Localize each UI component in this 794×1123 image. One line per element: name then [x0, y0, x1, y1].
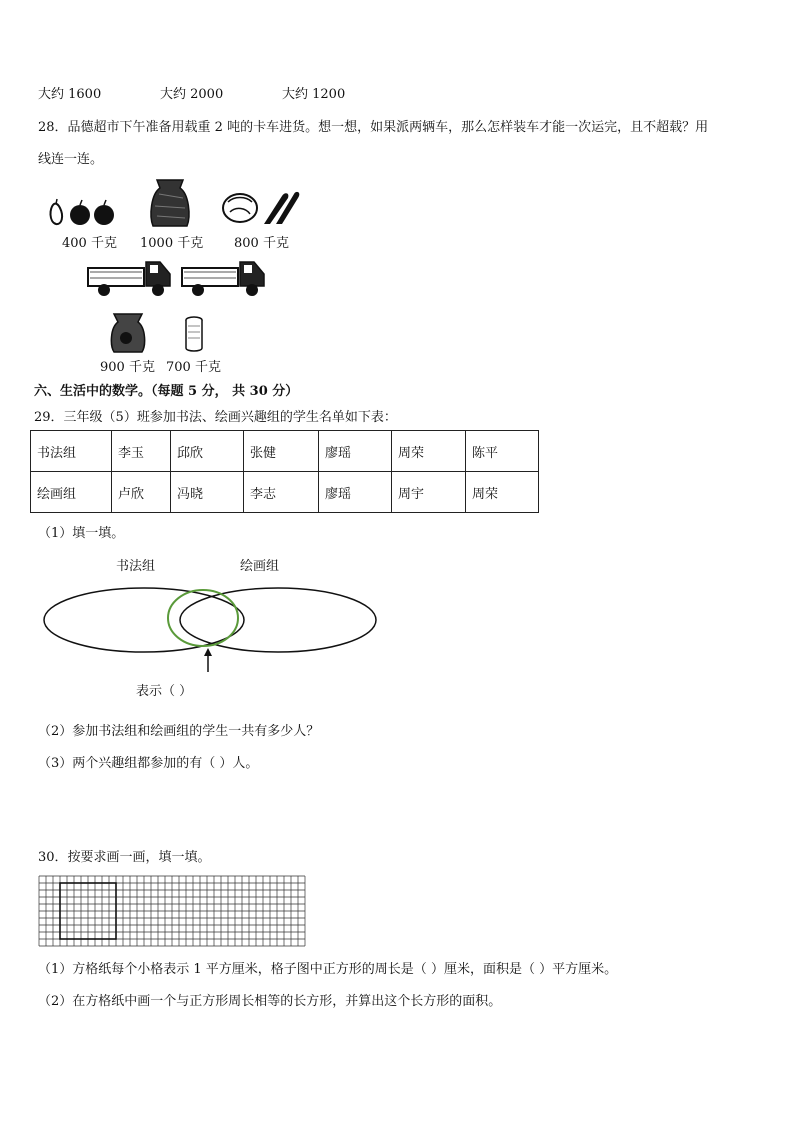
fruit-icon: [46, 196, 122, 228]
table-cell: 周荣: [466, 472, 539, 513]
venn-caption: 表示（ ）: [136, 684, 193, 699]
venn-left-label: 书法组: [116, 559, 156, 574]
sack-icon: [147, 178, 193, 228]
table-cell: 李玉: [112, 431, 171, 472]
name-table: [30, 430, 539, 513]
square-grid[interactable]: [38, 875, 306, 947]
option-1600: 大约 1600: [38, 87, 102, 102]
label-800kg: 800 千克: [234, 236, 289, 251]
q29-sub2: （2）参加书法组和绘画组的学生一共有多少人？: [38, 724, 320, 739]
venn-diagram: [40, 584, 384, 676]
vegetable-icon: [220, 186, 302, 226]
table-cell: 陈平: [466, 431, 539, 472]
table-row: [31, 431, 539, 472]
table-cell: 冯晓: [171, 472, 244, 513]
table-cell: 李志: [244, 472, 319, 513]
table-cell: 邱欣: [171, 431, 244, 472]
table-cell: 绘画组: [31, 472, 112, 513]
table-cell: 卢欣: [112, 472, 171, 513]
truck-icon: [180, 258, 268, 298]
label-900kg: 900 千克: [100, 360, 155, 375]
table-cell: 周荣: [392, 431, 466, 472]
bag-icon: [108, 312, 148, 354]
venn-right-label: 绘画组: [240, 559, 280, 574]
table-cell: 周宇: [392, 472, 466, 513]
q30-sub1: （1）方格纸每个小格表示 1 平方厘米，格子图中正方形的周长是（ ）厘米，面积是（ ）平方厘米。: [38, 962, 618, 977]
q30-sub2: （2）在方格纸中画一个与正方形周长相等的长方形，并算出这个长方形的面积。: [38, 994, 502, 1009]
label-700kg: 700 千克: [166, 360, 221, 375]
q29-sub3: （3）两个兴趣组都参加的有（ ）人。: [38, 756, 259, 771]
table-cell: 张健: [244, 431, 319, 472]
venn-right-ellipse: [180, 588, 376, 652]
table-cell: 廖瑶: [319, 431, 392, 472]
option-2000: 大约 2000: [160, 87, 224, 102]
q28-line2: 线连一连。: [38, 152, 104, 167]
truck-icon: [86, 258, 174, 298]
label-1000kg: 1000 千克: [140, 236, 204, 251]
option-1200: 大约 1200: [282, 87, 346, 102]
table-cell: 书法组: [31, 431, 112, 472]
q29-intro: 29．三年级（5）班参加书法、绘画兴趣组的学生名单如下表：: [34, 410, 397, 425]
table-row: [31, 472, 539, 513]
q29-sub1: （1）填一填。: [38, 526, 125, 541]
venn-intersection: [168, 590, 238, 646]
section-heading: 六、生活中的数学。（每题 5 分， 共 30 分）: [34, 384, 299, 399]
venn-left-ellipse: [44, 588, 244, 652]
label-400kg: 400 千克: [62, 236, 117, 251]
q28-line1: 28．品德超市下午准备用载重 2 吨的卡车进货。想一想，如果派两辆车，那么怎样装车才能一次运完，且不超载？用: [38, 120, 709, 135]
table-cell: 廖瑶: [319, 472, 392, 513]
can-icon: [184, 316, 204, 352]
q30-intro: 30．按要求画一画，填一填。: [38, 850, 211, 865]
